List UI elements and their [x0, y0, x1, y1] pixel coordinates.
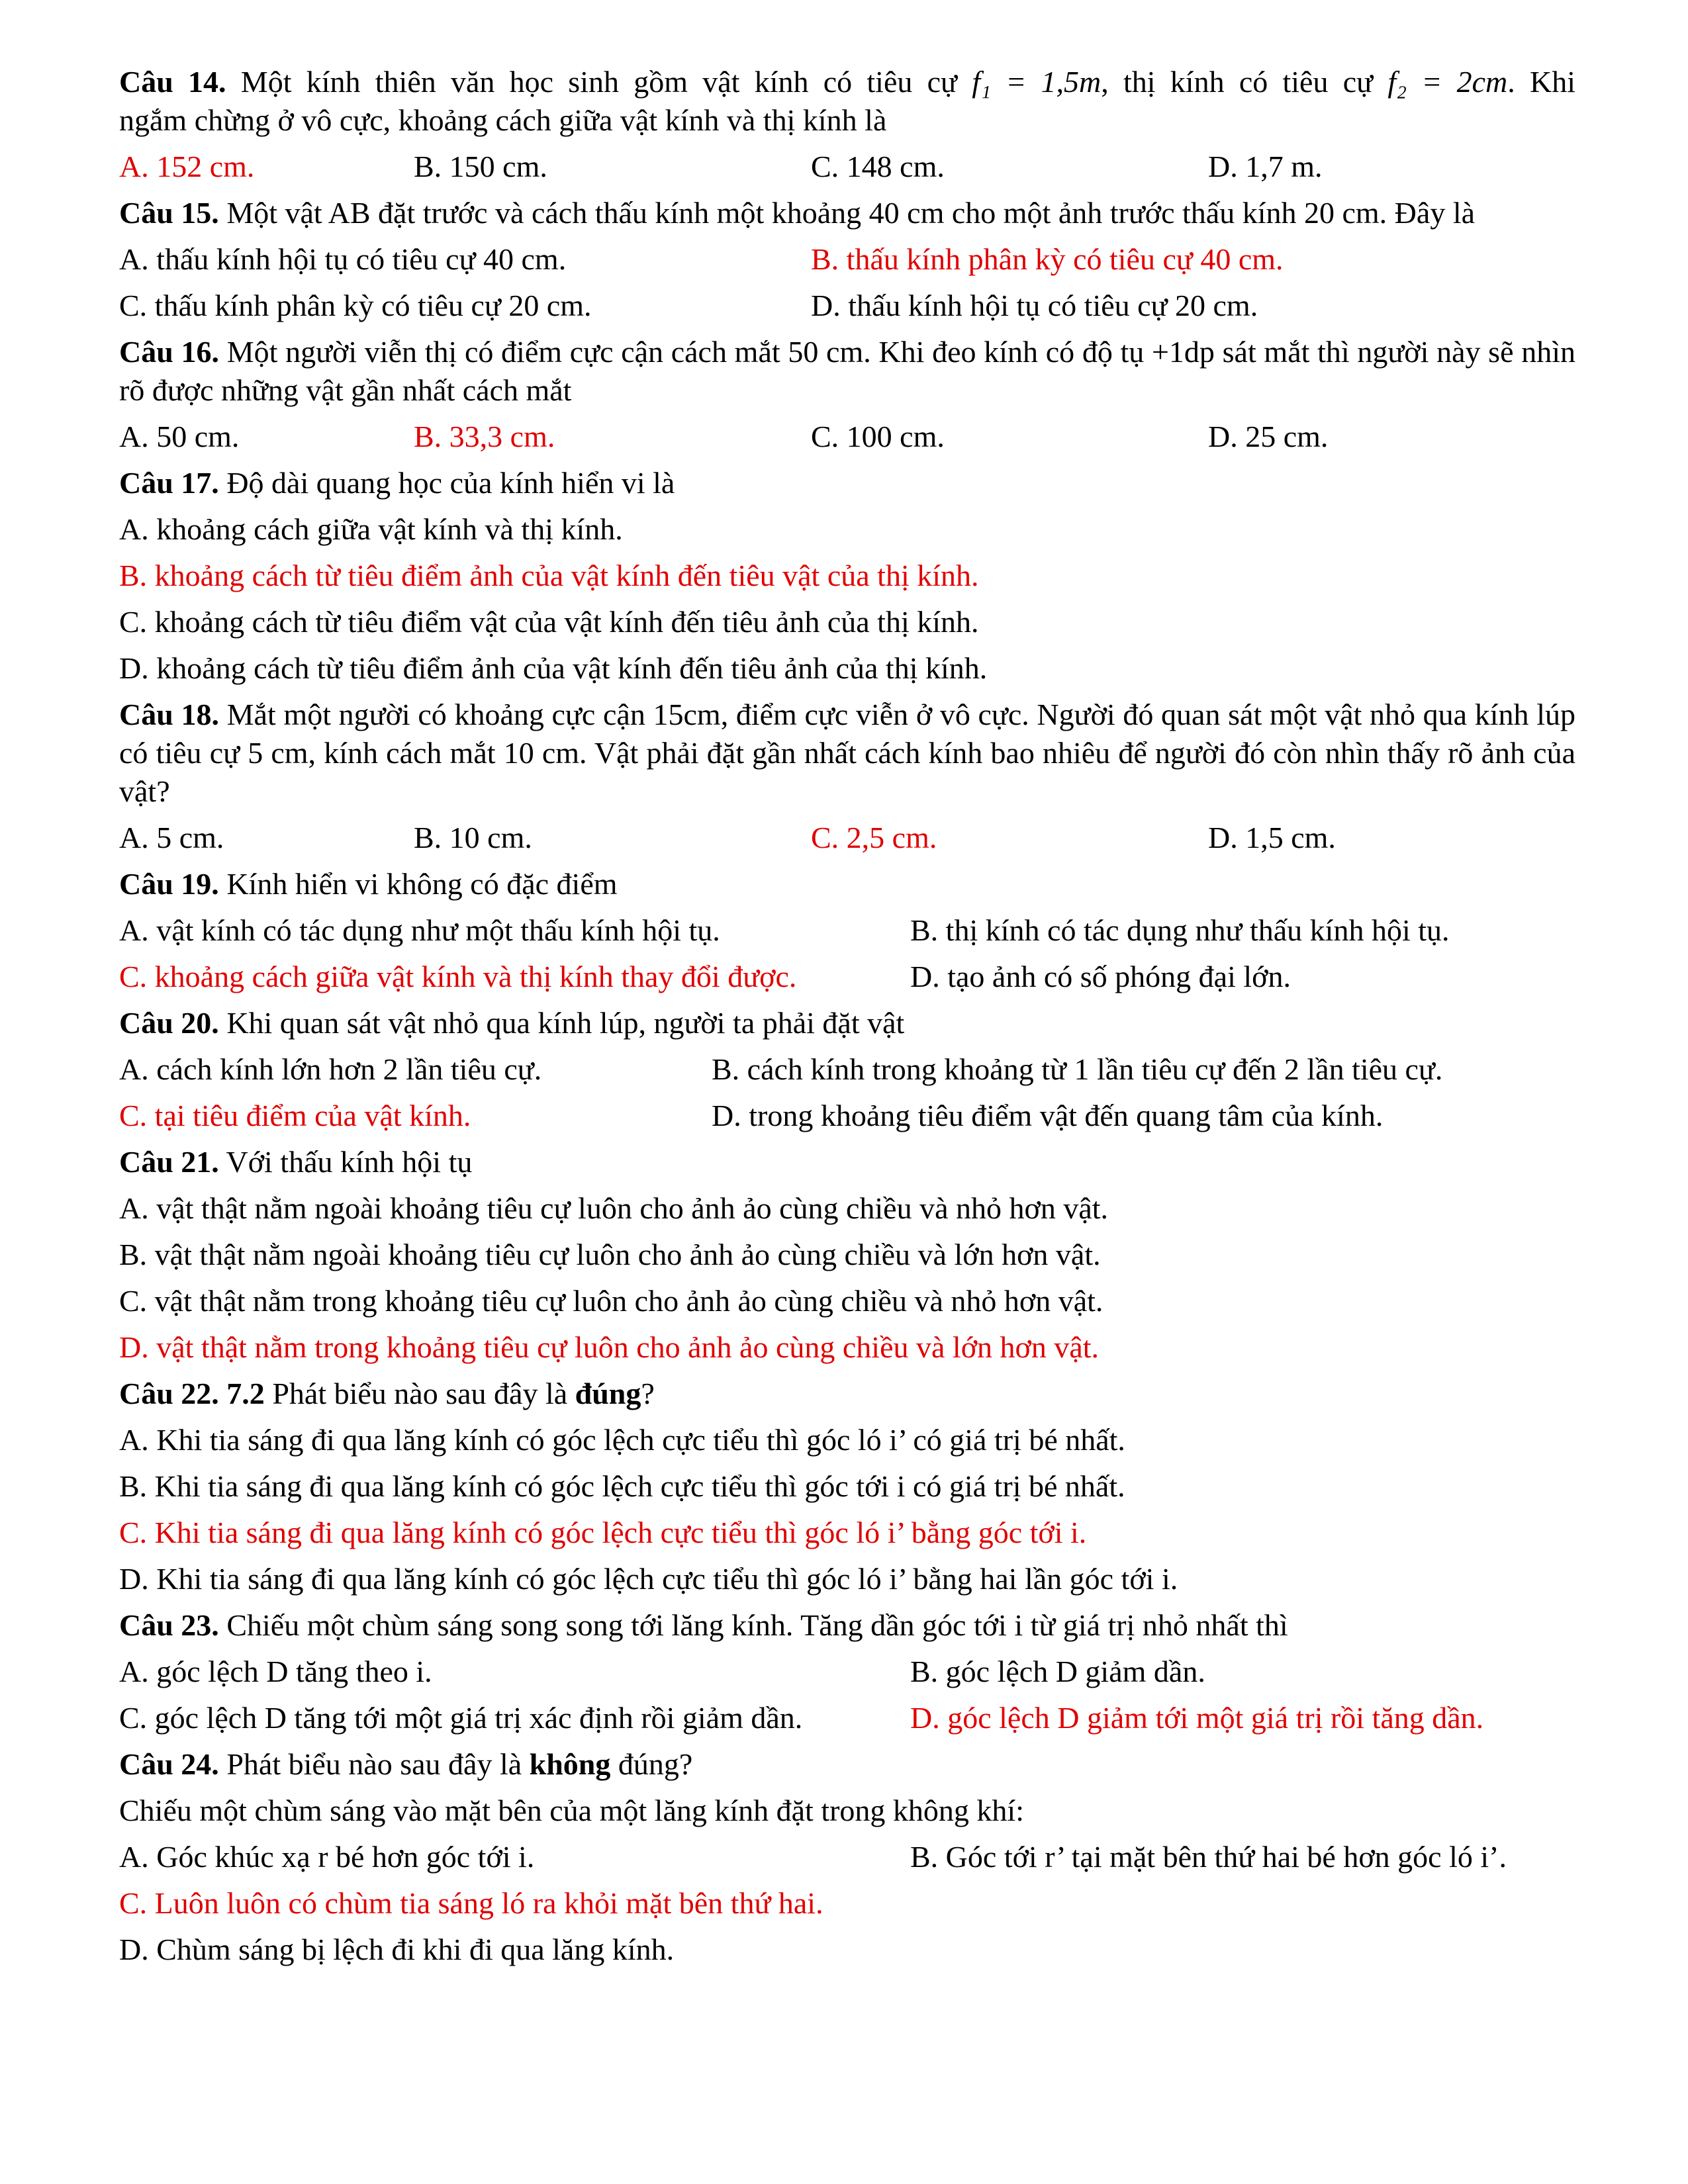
option-a: A. vật kính có tác dụng như một thấu kính hội tụ. [119, 913, 720, 947]
question-16-text: Một người viễn thị có điểm cực cận cách mắt 50 cm. Khi đeo kính có độ tụ +1dp sát mắt thì người này sẽ nhìn rõ được những vật gần nhất cách mắt [119, 335, 1575, 407]
option-c: C. 148 cm. [811, 150, 945, 183]
question-18-text: Mắt một người có khoảng cực cận 15cm, điểm cực viễn ở vô cực. Người đó quan sát một vật nhỏ qua kính lúp có tiêu cự 5 cm, kính cách mắt 10 cm. Vật phải đặt gần nhất cách kính bao nhiêu để người đó còn nhìn thấy rõ ảnh của vật? [119, 698, 1575, 808]
question-19 [119, 865, 1575, 996]
option-c: C. tại tiêu điểm của vật kính. [119, 1099, 471, 1132]
question-24-stem [119, 1745, 1575, 1784]
question-15-options-row2 [119, 287, 1575, 325]
question-24-options-row1 [119, 1838, 1575, 1876]
question-16-number: Câu 16. [119, 335, 219, 369]
option-a: A. 5 cm. [119, 821, 224, 854]
question-23-number: Câu 23. [119, 1608, 219, 1642]
option-b: B. 33,3 cm. [414, 420, 555, 453]
question-17-text: Độ dài quang học của kính hiển vi là [218, 466, 675, 500]
question-17-number: Câu 17. [119, 466, 219, 500]
question-18 [119, 696, 1575, 857]
question-23-options-row2 [119, 1699, 1575, 1737]
question-15-text: Một vật AB đặt trước và cách thấu kính một khoảng 40 cm cho một ảnh trước thấu kính 20 cm. Đây là [218, 196, 1476, 230]
question-20-number: Câu 20. [119, 1006, 219, 1040]
option-c: C. 100 cm. [811, 420, 945, 453]
option-b: B. vật thật nằm ngoài khoảng tiêu cự luôn cho ảnh ảo cùng chiều và lớn hơn vật. [119, 1238, 1101, 1271]
question-24-text: Phát biểu nào sau đây là [218, 1747, 530, 1781]
question-20 [119, 1004, 1575, 1135]
option-c: C. Khi tia sáng đi qua lăng kính có góc lệch cực tiểu thì góc ló i’ bằng góc tới i. [119, 1516, 1087, 1549]
question-15-number: Câu 15. [119, 196, 219, 230]
question-14-f1: f₁ = 1,5m [972, 65, 1102, 99]
option-b: B. Góc tới r’ tại mặt bên thứ hai bé hơn góc ló i’. [910, 1840, 1507, 1874]
option-d: D. khoảng cách từ tiêu điểm ảnh của vật kính đến tiêu ảnh của thị kính. [119, 651, 988, 685]
question-14-stem-cont: ngắm chừng ở vô cực, khoảng cách giữa vật kính và thị kính là [119, 103, 887, 137]
question-14 [119, 63, 1575, 186]
option-a: A. 50 cm. [119, 420, 240, 453]
option-d: D. 1,5 cm. [1208, 821, 1336, 854]
question-19-options-row2 [119, 958, 1575, 996]
question-22-text-end: ? [641, 1377, 655, 1410]
question-23-options-row1 [119, 1653, 1575, 1691]
question-20-options-row1 [119, 1050, 1575, 1089]
question-22-stem [119, 1375, 1575, 1413]
question-15-stem [119, 194, 1575, 232]
question-22 [119, 1375, 1575, 1598]
question-14-text-b: , thị kính có tiêu cự [1101, 65, 1388, 99]
question-17 [119, 464, 1575, 688]
option-c: C. vật thật nằm trong khoảng tiêu cự luôn cho ảnh ảo cùng chiều và nhỏ hơn vật. [119, 1284, 1103, 1318]
question-14-number: Câu 14. [119, 65, 226, 99]
option-b: B. 150 cm. [414, 150, 547, 183]
question-19-options-row1 [119, 911, 1575, 950]
question-15-options-row1 [119, 240, 1575, 279]
question-24-emphasis: không [529, 1747, 611, 1781]
option-a: A. Góc khúc xạ r bé hơn góc tới i. [119, 1840, 535, 1874]
option-a: A. vật thật nằm ngoài khoảng tiêu cự luôn cho ảnh ảo cùng chiều và nhỏ hơn vật. [119, 1191, 1109, 1225]
question-21-text: Với thấu kính hội tụ [218, 1145, 473, 1179]
question-19-text: Kính hiển vi không có đặc điểm [218, 867, 618, 901]
option-a: A. Khi tia sáng đi qua lăng kính có góc lệch cực tiểu thì góc ló i’ có giá trị bé nhất. [119, 1423, 1125, 1457]
option-c: C. Luôn luôn có chùm tia sáng ló ra khỏi mặt bên thứ hai. [119, 1886, 823, 1920]
question-14-options [119, 148, 1575, 186]
option-b: B. Khi tia sáng đi qua lăng kính có góc lệch cực tiểu thì góc tới i có giá trị bé nhất. [119, 1469, 1125, 1503]
option-d: D. thấu kính hội tụ có tiêu cự 20 cm. [811, 289, 1258, 322]
question-23-text: Chiếu một chùm sáng song song tới lăng kính. Tăng dần góc tới i từ giá trị nhỏ nhất thì [218, 1608, 1288, 1642]
question-14-text-c: . Khi [1507, 65, 1576, 99]
option-b: B. thấu kính phân kỳ có tiêu cự 40 cm. [811, 242, 1284, 276]
question-24-text-end: đúng? [610, 1747, 693, 1781]
option-d: D. vật thật nằm trong khoảng tiêu cự luôn cho ảnh ảo cùng chiều và lớn hơn vật. [119, 1330, 1100, 1364]
option-d: D. góc lệch D giảm tới một giá trị rồi tăng dần. [910, 1701, 1484, 1735]
question-17-stem [119, 464, 1575, 502]
option-a: A. thấu kính hội tụ có tiêu cự 40 cm. [119, 242, 567, 276]
option-b: B. góc lệch D giảm dần. [910, 1655, 1205, 1688]
question-22-text: Phát biểu nào sau đây là [264, 1377, 575, 1410]
option-b: B. cách kính trong khoảng từ 1 lần tiêu cự đến 2 lần tiêu cự. [712, 1052, 1443, 1086]
option-d: D. Khi tia sáng đi qua lăng kính có góc lệch cực tiểu thì góc ló i’ bằng hai lần góc tới i. [119, 1562, 1178, 1596]
question-20-options-row2 [119, 1097, 1575, 1135]
question-18-number: Câu 18. [119, 698, 219, 731]
question-16-stem [119, 333, 1575, 410]
option-c: C. khoảng cách từ tiêu điểm vật của vật kính đến tiêu ảnh của thị kính. [119, 605, 979, 639]
question-23 [119, 1606, 1575, 1737]
question-22-number: Câu 22. 7.2 [119, 1377, 265, 1410]
option-c: C. 2,5 cm. [811, 821, 937, 854]
question-16 [119, 333, 1575, 456]
question-24-number: Câu 24. [119, 1747, 219, 1781]
option-d: D. 25 cm. [1208, 420, 1329, 453]
document-page [119, 63, 1575, 1969]
question-14-f2: f₂ = 2cm [1387, 65, 1508, 99]
question-20-text: Khi quan sát vật nhỏ qua kính lúp, người ta phải đặt vật [218, 1006, 905, 1040]
option-d: D. tạo ảnh có số phóng đại lớn. [910, 960, 1291, 993]
option-d: D. trong khoảng tiêu điểm vật đến quang tâm của kính. [712, 1099, 1383, 1132]
question-15 [119, 194, 1575, 325]
option-a: A. cách kính lớn hơn 2 lần tiêu cự. [119, 1052, 542, 1086]
option-c: C. góc lệch D tăng tới một giá trị xác định rồi giảm dần. [119, 1701, 803, 1735]
option-c: C. thấu kính phân kỳ có tiêu cự 20 cm. [119, 289, 592, 322]
option-d: D. 1,7 m. [1208, 150, 1323, 183]
question-19-number: Câu 19. [119, 867, 219, 901]
question-21 [119, 1143, 1575, 1367]
question-21-number: Câu 21. [119, 1145, 219, 1179]
question-14-text: Một kính thiên văn học sinh gồm vật kính có tiêu cự [226, 65, 972, 99]
option-a: A. góc lệch D tăng theo i. [119, 1655, 432, 1688]
question-24-context: Chiếu một chùm sáng vào mặt bên của một lăng kính đặt trong không khí: [119, 1794, 1024, 1827]
question-16-options [119, 418, 1575, 456]
question-23-stem [119, 1606, 1575, 1645]
option-b: B. 10 cm. [414, 821, 532, 854]
question-19-stem [119, 865, 1575, 903]
question-22-emphasis: đúng [575, 1377, 641, 1410]
question-18-stem [119, 696, 1575, 811]
option-a: A. khoảng cách giữa vật kính và thị kính. [119, 512, 623, 546]
option-d: D. Chùm sáng bị lệch đi khi đi qua lăng kính. [119, 1933, 675, 1966]
question-14-stem [119, 63, 1575, 101]
option-b: B. thị kính có tác dụng như thấu kính hội tụ. [910, 913, 1450, 947]
option-b: B. khoảng cách từ tiêu điểm ảnh của vật kính đến tiêu vật của thị kính. [119, 559, 979, 592]
question-24 [119, 1745, 1575, 1969]
option-a: A. 152 cm. [119, 150, 255, 183]
question-21-stem [119, 1143, 1575, 1181]
option-c: C. khoảng cách giữa vật kính và thị kính thay đổi được. [119, 960, 797, 993]
question-18-options [119, 819, 1575, 857]
question-20-stem [119, 1004, 1575, 1042]
